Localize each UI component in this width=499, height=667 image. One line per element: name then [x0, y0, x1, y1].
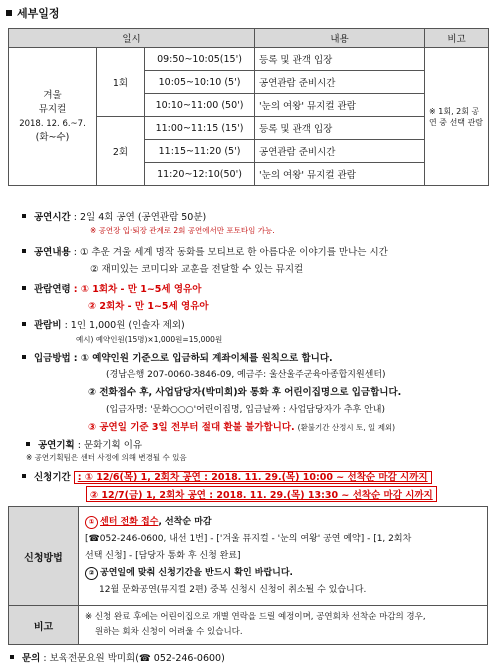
- bullet-icon: [22, 322, 26, 326]
- bullet-icon: [22, 249, 26, 253]
- bullet-icon: [22, 355, 26, 359]
- pay-line1: 입금방법 : ① 예약인원 기준으로 입금하되 계좌이체를 원칙으로 합니다.: [0, 350, 333, 364]
- bullet-icon: [26, 442, 30, 446]
- header-content: 내용: [255, 29, 425, 48]
- content-cell: 등록 및 관객 입장: [255, 117, 425, 140]
- header-remark: 비고: [425, 29, 489, 48]
- fee-example: 예시) 예약인원(15명)×1,000원=15,000원: [76, 335, 223, 344]
- session-label: 1회: [97, 48, 145, 117]
- content-cell: '눈의 여왕' 뮤지컬 관람: [255, 163, 425, 186]
- content-line2: ② 재미있는 코미디와 교훈을 전달할 수 있는 뮤지컬: [90, 264, 304, 275]
- remark-body: ※ 신청 완료 후에는 어린이집으로 개별 연락을 드릴 예정이며, 공연회차 선착순 마감의 경우, 원하는 회차 신청이 어려울 수 있습니다.: [79, 606, 488, 645]
- plan-line: 공연기획 : 문화기획 이유: [0, 437, 142, 451]
- content-cell: 등록 및 관객 입장: [255, 48, 425, 71]
- session-label: 2회: [97, 117, 145, 186]
- remark-cell: ※ 1회, 2회 공연 중 선택 관람: [425, 48, 489, 186]
- remark-row: [9, 606, 488, 645]
- plan-note: ※ 공연기획팀은 센터 사정에 의해 변경될 수 있음: [26, 453, 187, 462]
- apply-row: [9, 507, 488, 606]
- circled-number-icon: ②: [85, 567, 98, 580]
- pay-line5: ③ 공연일 기준 3일 전부터 절대 환불 불가합니다. (환불기간 산정시 토, 일 제외): [88, 422, 396, 433]
- schedule-row: [9, 48, 489, 71]
- bullet-icon: [22, 286, 26, 290]
- bullet-icon: [22, 474, 26, 478]
- bullet-icon: [10, 655, 14, 659]
- apply-body: ① 센터 전화 접수, 선착순 마감 [☎052-246-0600, 내선 1번] - ['겨울 뮤지컬 - '눈의 여왕' 공연 예약] - [1, 2회차 선택 신청] - [담당자 통화 후 신청 완료] ② 공연일에 맞춰 신청기간을 반드시 확인 바랍니다. 12월 문화공연(뮤지컬 2편) 중복 신청시 신청이 취소될 수 있습니다.: [79, 507, 488, 606]
- content-cell: 공연관람 준비시간: [255, 71, 425, 94]
- period-line1: 신청기간 : ① 12/6(목) 1, 2회차 공연 : 2018. 11. 29.(목) 10:00 ~ 선착순 마감 시까지: [0, 469, 432, 483]
- pay-line2: (경남은행 207-0060-3846-09, 예금주: 울산울주군육아종합지원센터): [106, 370, 386, 380]
- fee-line: 관람비 : 1인 1,000원 (인솔자 제외): [0, 317, 185, 331]
- section-title: 세부일정: [6, 5, 60, 21]
- time-cell: 11:00~11:15 (15'): [145, 117, 255, 140]
- time-line: 공연시간 : 2일 4회 공연 (공연관람 50분): [0, 209, 206, 223]
- pay-line4: (입금자명: '문화○○○'어린이집명, 입금날짜 : 사업담당자가 추후 안내): [106, 405, 385, 415]
- time-cell: 11:20~12:10(50'): [145, 163, 255, 186]
- schedule-header-row: [9, 29, 489, 48]
- content-cell: '눈의 여왕' 뮤지컬 관람: [255, 94, 425, 117]
- contact-line: 문의 : 보육전문요원 박미희(☎ 052-246-0600): [0, 650, 225, 664]
- date-cell: 겨울 뮤지컬 2018. 12. 6.~7. (화~수): [9, 48, 97, 186]
- age-line2: ② 2회차 - 만 1~5세 영유아: [88, 301, 209, 312]
- time-note: ※ 공연장 입·퇴장 관계로 2회 공연에서만 포토타임 가능.: [90, 226, 275, 235]
- header-date: 일시: [9, 29, 255, 48]
- time-cell: 11:15~11:20 (5'): [145, 140, 255, 163]
- content-line: 공연내용 : ① 추운 겨울 세계 명작 동화를 모티브로 한 아름다운 이야기를 만나는 시간: [0, 244, 388, 258]
- age-line: 관람연령 : ① 1회차 - 만 1~5세 영유아: [0, 281, 201, 295]
- time-cell: 10:10~11:00 (50'): [145, 94, 255, 117]
- apply-table: [8, 506, 488, 645]
- bullet-icon: [22, 214, 26, 218]
- remark-label: 비고: [9, 606, 79, 645]
- time-cell: 10:05~10:10 (5'): [145, 71, 255, 94]
- apply-label: 신청방법: [9, 507, 79, 606]
- content-cell: 공연관람 준비시간: [255, 140, 425, 163]
- time-cell: 09:50~10:05(15'): [145, 48, 255, 71]
- schedule-table: [8, 28, 489, 186]
- circled-number-icon: ①: [85, 516, 98, 529]
- square-bullet-icon: [6, 10, 12, 16]
- pay-line3: ② 전화접수 후, 사업담당자(박미희)와 통화 후 어린이집명으로 입금합니다.: [88, 387, 402, 398]
- period-line2: ② 12/7(금) 1, 2회차 공연 : 2018. 11. 29.(목) 13:30 ~ 선착순 마감 시까지: [86, 486, 437, 502]
